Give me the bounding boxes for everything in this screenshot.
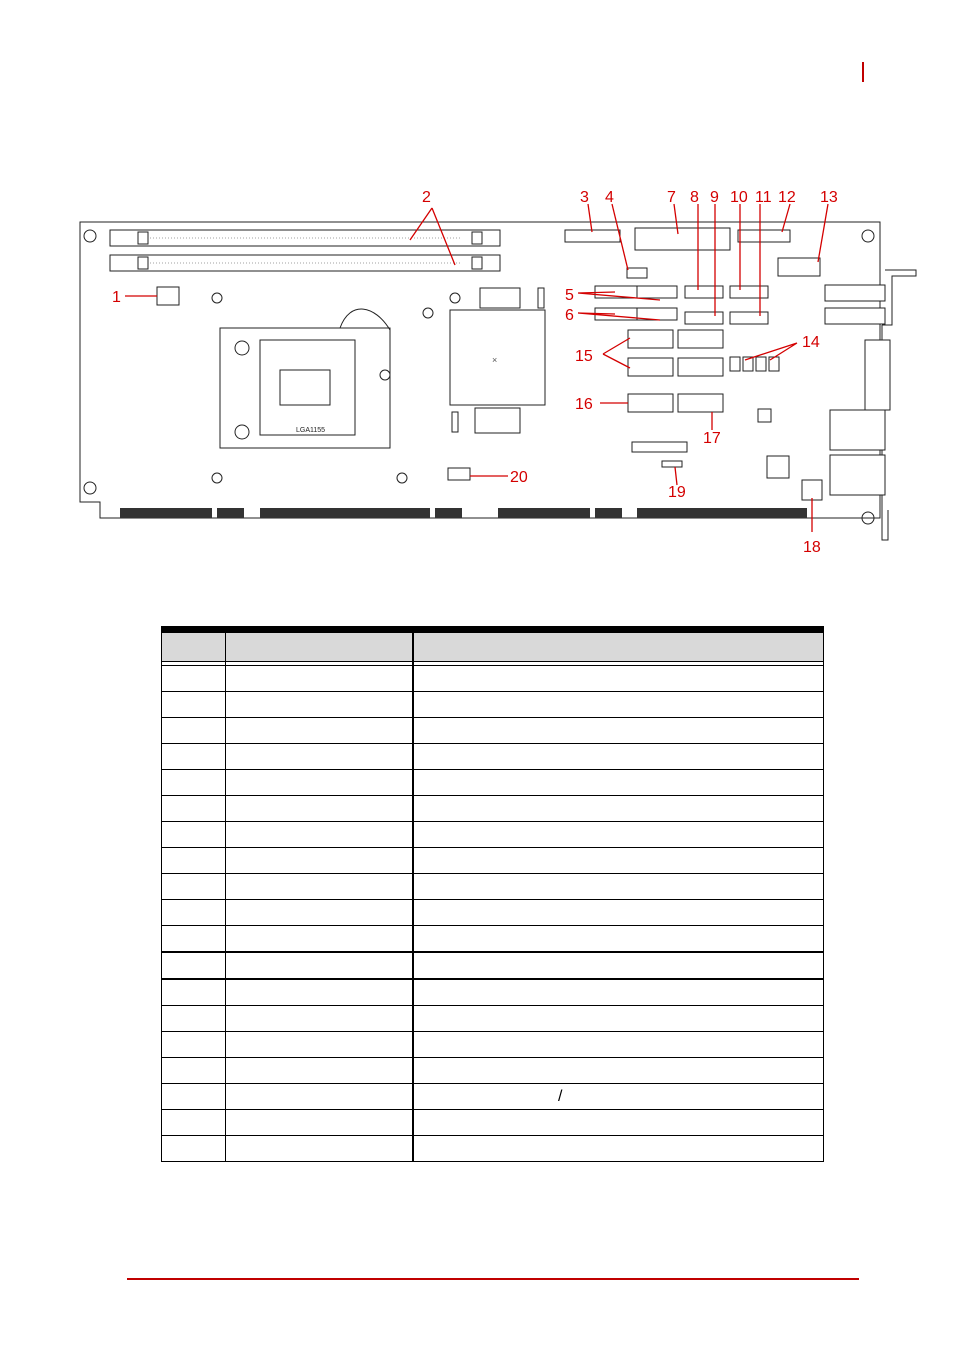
table-cell: [162, 692, 226, 718]
table-cell: [226, 926, 414, 953]
table-cell: [226, 900, 414, 926]
table-cell: [226, 1110, 414, 1136]
table-cell: [413, 718, 824, 744]
table-cell: [413, 1006, 824, 1032]
table-cell: [413, 1110, 824, 1136]
table-row: [162, 926, 824, 953]
com-headers: [628, 330, 723, 376]
table-row: [162, 718, 824, 744]
table-header-cell: [413, 633, 824, 662]
table-cell: [413, 1136, 824, 1162]
slot-19: [632, 442, 687, 452]
svg-text:14: 14: [802, 334, 820, 351]
svg-text:8: 8: [690, 189, 699, 206]
table-row: [162, 900, 824, 926]
table-cell: [226, 822, 414, 848]
table-row: [162, 666, 824, 692]
table-cell: [413, 822, 824, 848]
table-cell: [226, 1084, 414, 1110]
svg-text:×: ×: [492, 355, 498, 365]
table-cell: [226, 979, 414, 1006]
cpu-socket: [220, 309, 390, 448]
table-cell: [413, 926, 824, 953]
fan-connector-4: [627, 268, 647, 278]
svg-text:17: 17: [703, 430, 721, 447]
table-cell: [162, 770, 226, 796]
table-row: [162, 1032, 824, 1058]
table-header-cell: [226, 633, 414, 662]
table-cell: [413, 1032, 824, 1058]
table-row: [162, 796, 824, 822]
svg-text:7: 7: [667, 189, 676, 206]
table-header-cell: [162, 633, 226, 662]
atx-power-connector: [157, 287, 179, 305]
table-row: [162, 979, 824, 1006]
table-cell: [413, 692, 824, 718]
svg-text:9: 9: [710, 189, 719, 206]
table-cell: [226, 1136, 414, 1162]
table-row: [162, 692, 824, 718]
svg-text:10: 10: [730, 189, 748, 206]
board-layout-diagram: [70, 180, 930, 570]
footer-rule: [127, 1278, 859, 1280]
table-cell: [413, 874, 824, 900]
table-cell: [162, 900, 226, 926]
svg-text:3: 3: [580, 189, 589, 206]
table-row: [162, 1136, 824, 1162]
rear-io: [825, 285, 890, 495]
jumper-18: [802, 480, 822, 500]
table-cell: [226, 952, 414, 979]
table-cell: [226, 692, 414, 718]
table-cell: [413, 1058, 824, 1084]
table-cell: [413, 796, 824, 822]
table-row: [162, 744, 824, 770]
svg-text:15: 15: [575, 348, 593, 365]
table-cell: [413, 979, 824, 1006]
table-cell: [162, 744, 226, 770]
svg-text:20: 20: [510, 469, 528, 486]
svg-text:2: 2: [422, 189, 431, 206]
table-cell: [413, 900, 824, 926]
svg-text:18: 18: [803, 539, 821, 556]
table-cell: [162, 926, 226, 953]
table-cell: [413, 666, 824, 692]
table-row: [162, 1110, 824, 1136]
table-row: [162, 1058, 824, 1084]
table-cell: [226, 744, 414, 770]
table-row: [162, 952, 824, 979]
jumper-19: [662, 461, 682, 467]
table-cell: [226, 796, 414, 822]
table-row: [162, 1006, 824, 1032]
chipset-heatsink: [450, 288, 545, 433]
table-row: [162, 848, 824, 874]
table-cell: [226, 848, 414, 874]
table-cell: [162, 1084, 226, 1110]
table-cell: [162, 796, 226, 822]
svg-text:1: 1: [112, 289, 121, 306]
table-cell: [162, 952, 226, 979]
header-16: [628, 394, 673, 412]
table-cell: [226, 874, 414, 900]
table-cell: [413, 770, 824, 796]
header-17: [678, 394, 723, 412]
header-7: [635, 228, 730, 250]
connector-table: [161, 626, 824, 1162]
table-header-row: [162, 633, 824, 662]
svg-text:LGA1155: LGA1155: [296, 427, 326, 434]
svg-text:13: 13: [820, 189, 838, 206]
table-cell: [413, 952, 824, 979]
header-13: [778, 258, 820, 276]
table-cell: [413, 848, 824, 874]
table-cell: [413, 744, 824, 770]
table-row: [162, 770, 824, 796]
table-cell: [226, 1058, 414, 1084]
fan-connector-20: [448, 468, 470, 480]
table-cell: [162, 666, 226, 692]
slash-text: /: [558, 1087, 563, 1105]
svg-text:19: 19: [668, 484, 686, 501]
svg-text:16: 16: [575, 396, 593, 413]
table-cell: [162, 1136, 226, 1162]
svg-text:11: 11: [755, 189, 772, 206]
table-cell: [162, 1058, 226, 1084]
svg-text:6: 6: [565, 307, 574, 324]
header-marker: [862, 62, 864, 82]
table-cell: [162, 1032, 226, 1058]
table-cell: [162, 874, 226, 900]
table-cell: [226, 718, 414, 744]
table-cell: [226, 666, 414, 692]
svg-text:4: 4: [605, 189, 614, 206]
io-bracket: [882, 270, 916, 325]
svg-text:12: 12: [778, 189, 796, 206]
table-cell: [162, 1110, 226, 1136]
table-cell: [162, 1006, 226, 1032]
table-cell: [226, 1032, 414, 1058]
table-row: [162, 1084, 824, 1110]
table-cell: [162, 822, 226, 848]
table-cell: [162, 848, 226, 874]
table-cell: [226, 1006, 414, 1032]
table-cell: [413, 1084, 824, 1110]
dimm-slot: [110, 230, 500, 271]
table-row: [162, 874, 824, 900]
svg-text:5: 5: [565, 287, 574, 304]
table-cell: [162, 718, 226, 744]
usb-headers: [685, 286, 768, 324]
table-cell: [226, 770, 414, 796]
table-row: [162, 822, 824, 848]
table-cell: [162, 979, 226, 1006]
edge-connector: [120, 508, 807, 518]
